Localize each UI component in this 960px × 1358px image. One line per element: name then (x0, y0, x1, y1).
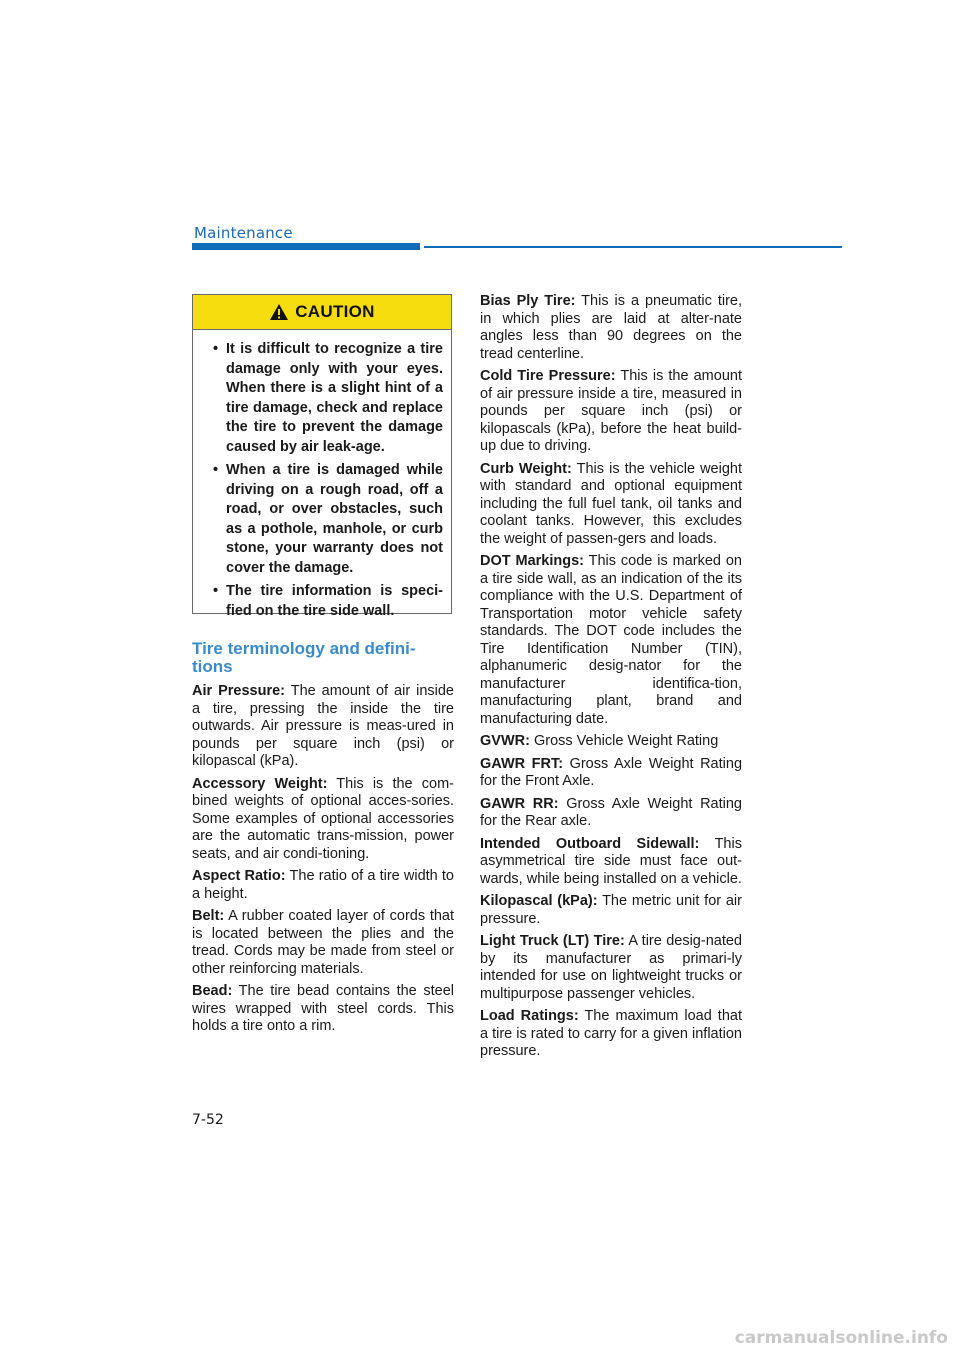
warning-triangle-icon (269, 303, 289, 321)
definition-paragraph (480, 368, 742, 456)
header-rule-thick (192, 243, 420, 250)
term-label: GAWR FRT: (480, 755, 564, 772)
term-definition: The metric unit for air pressure. (480, 893, 742, 927)
watermark[interactable]: carmanualsonline.info (734, 1328, 948, 1348)
term-label: Air Pressure: (192, 683, 286, 699)
term-definition: This is the vehicle weight with standard and optional equipment including the full fuel tank, oil tanks and coolant tanks. However, this excludes the weight of passen-gers and loads. (480, 460, 742, 547)
definition-paragraph (480, 933, 742, 1003)
definition-paragraph (192, 908, 454, 978)
definition-paragraph (480, 893, 742, 928)
term-definition: Gross Vehicle Weight Rating (533, 733, 719, 749)
page-number: 7-52 (192, 1112, 224, 1128)
definition-paragraph (480, 756, 742, 791)
definition-paragraph (480, 461, 742, 549)
term-definition: The amount of air inside a tire, pressing the inside the tire outwards. Air pressure is meas-ured in pounds per square inch (psi) or kilopascal (kPa). (192, 683, 454, 769)
term-definition: This asymmetrical tire side must face out-wards, while being installed on a vehicle. (480, 835, 742, 887)
term-label: Aspect Ratio: (192, 868, 286, 884)
caution-item: • The tire information is speci-fied on the tire side wall. (213, 582, 443, 621)
right-column (480, 293, 742, 1066)
term-definition: The tire bead contains the steel wires wrapped with steel cords. This holds a tire onto a rim. (192, 983, 454, 1034)
definition-paragraph (480, 796, 742, 831)
term-label: Curb Weight: (480, 460, 572, 477)
definition-paragraph (192, 683, 454, 771)
term-definition: Gross Axle Weight Rating for the Rear axle. (480, 795, 742, 829)
definition-paragraph (480, 836, 742, 889)
term-definition: The ratio of a tire width to a height. (192, 868, 454, 902)
definition-paragraph (480, 733, 742, 751)
caution-list (193, 330, 451, 621)
term-definition: A tire desig-nated by its manufacturer as primari-ly intended for use on lightweight trucks or multipurpose passenger vehicles. (480, 933, 742, 1002)
term-definition: This is the amount of air pressure inside a tire, measured in pounds per square inch (psi) or kilopascals (kPa), before the heat build-up due to driving. (480, 368, 742, 454)
term-label: Load Ratings: (480, 1008, 579, 1024)
term-definition: A rubber coated layer of cords that is located between the plies and the tread. Cords may be made from steel or other reinforcing materials. (192, 908, 455, 977)
term-label: Bead: (192, 983, 233, 999)
term-label: GAWR RR: (480, 795, 559, 812)
definition-paragraph (192, 776, 454, 864)
caution-header (193, 295, 451, 330)
definition-paragraph (192, 983, 454, 1036)
caution-item: • It is difficult to recognize a tire damage only with your eyes. When there is a slight hint of a tire damage, check and replace the tire to prevent the damage caused by air leak-age. (213, 340, 443, 457)
term-label: Cold Tire Pressure: (480, 368, 616, 384)
definition-paragraph (480, 293, 742, 363)
term-label: Light Truck (LT) Tire: (480, 933, 625, 949)
term-definition: This code is marked on a tire side wall, as an indication of the its compliance with the U.S. Department of Transportation motor vehicle safety standards. The DOT code includes the Tire Identification Number (TIN), alphanumeric desig-nator for the manufacturer identifica-tion, manufacturing plant, brand and manufacturing date. (480, 553, 742, 727)
definition-paragraph (480, 553, 742, 728)
header-rule-thin (424, 246, 842, 248)
caution-item: • When a tire is damaged while driving on a rough road, off a road, or over obstacles, such as a pothole, manhole, or curb stone, your warranty does not cover the damage. (213, 461, 443, 578)
caution-title: CAUTION (295, 302, 375, 321)
definition-paragraph (480, 1008, 742, 1061)
definition-paragraph (192, 868, 454, 903)
term-definition: Gross Axle Weight Rating for the Front Axle. (480, 755, 743, 789)
term-label: Intended Outboard Sidewall: (480, 835, 700, 852)
term-label: Accessory Weight: (192, 775, 328, 792)
term-definition: This is the com-bined weights of optional acces-sories. Some examples of optional accessories are the automatic trans-mission, power seats, and air condi-tioning. (192, 775, 454, 862)
section-header: Maintenance (194, 224, 293, 242)
term-label: GVWR: (480, 733, 530, 749)
left-column (192, 683, 454, 1041)
term-label: Bias Ply Tire: (480, 293, 576, 309)
caution-box (192, 294, 452, 619)
term-label: Belt: (192, 908, 225, 924)
term-label: Kilopascal (kPa): (480, 893, 598, 909)
term-definition: This is a pneumatic tire, in which plies are laid at alter-nate angles less than 90 degrees on the tread centerline. (480, 293, 742, 362)
term-label: DOT Markings: (480, 553, 584, 569)
term-definition: The maximum load that a tire is rated to carry for a given inflation pressure. (480, 1008, 742, 1059)
section-heading: Tire terminology and defini-tions (192, 639, 416, 676)
